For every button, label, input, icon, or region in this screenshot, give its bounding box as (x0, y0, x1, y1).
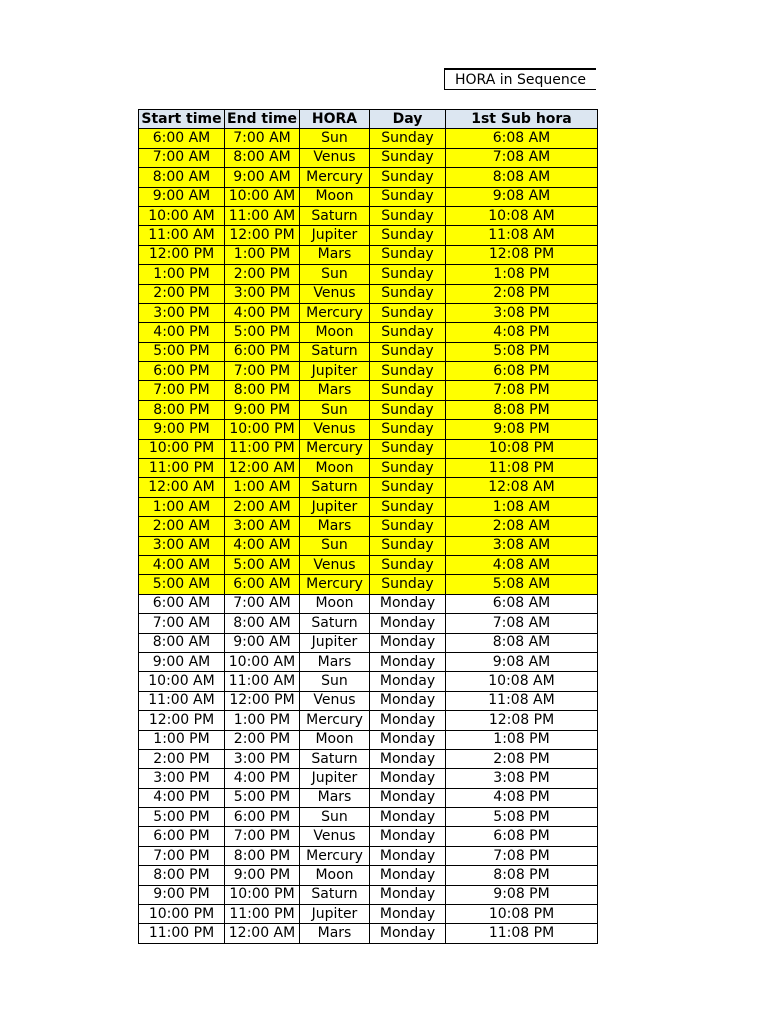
column-header-day: Day (370, 110, 446, 129)
table-row (139, 846, 598, 865)
cell-hora: Jupiter (300, 905, 370, 924)
cell-end-time: 7:00 PM (225, 827, 300, 846)
cell-day: Sunday (370, 439, 446, 458)
table-row (139, 749, 598, 768)
table-row (139, 711, 598, 730)
cell-start-time: 1:00 PM (139, 265, 225, 284)
cell-hora: Saturn (300, 342, 370, 361)
cell-hora: Sun (300, 536, 370, 555)
cell-first-sub-hora: 6:08 AM (446, 594, 598, 613)
table-row (139, 148, 598, 167)
cell-first-sub-hora: 7:08 PM (446, 846, 598, 865)
cell-hora: Jupiter (300, 226, 370, 245)
cell-hora: Venus (300, 555, 370, 574)
cell-start-time: 3:00 AM (139, 536, 225, 555)
cell-end-time: 9:00 PM (225, 400, 300, 419)
cell-first-sub-hora: 12:08 PM (446, 245, 598, 264)
cell-day: Sunday (370, 129, 446, 148)
cell-day: Sunday (370, 400, 446, 419)
cell-end-time: 3:00 PM (225, 749, 300, 768)
cell-end-time: 7:00 PM (225, 362, 300, 381)
table-row (139, 362, 598, 381)
cell-start-time: 12:00 AM (139, 478, 225, 497)
cell-hora: Mercury (300, 846, 370, 865)
table-row (139, 633, 598, 652)
table-row (139, 652, 598, 671)
table-row (139, 168, 598, 187)
table-row (139, 885, 598, 904)
cell-first-sub-hora: 5:08 PM (446, 342, 598, 361)
cell-end-time: 3:00 AM (225, 517, 300, 536)
table-row (139, 206, 598, 225)
cell-start-time: 11:00 PM (139, 459, 225, 478)
table-row (139, 730, 598, 749)
cell-end-time: 7:00 AM (225, 594, 300, 613)
cell-start-time: 10:00 PM (139, 905, 225, 924)
sheet-title: HORA in Sequence (444, 68, 596, 90)
cell-hora: Jupiter (300, 633, 370, 652)
cell-first-sub-hora: 8:08 AM (446, 168, 598, 187)
cell-first-sub-hora: 11:08 AM (446, 226, 598, 245)
cell-end-time: 10:00 PM (225, 420, 300, 439)
cell-day: Monday (370, 788, 446, 807)
cell-hora: Saturn (300, 885, 370, 904)
cell-first-sub-hora: 1:08 PM (446, 265, 598, 284)
column-header-hora: HORA (300, 110, 370, 129)
cell-hora: Jupiter (300, 362, 370, 381)
cell-day: Monday (370, 711, 446, 730)
cell-start-time: 1:00 AM (139, 497, 225, 516)
cell-first-sub-hora: 6:08 PM (446, 362, 598, 381)
cell-first-sub-hora: 4:08 AM (446, 555, 598, 574)
cell-end-time: 12:00 PM (225, 691, 300, 710)
cell-day: Sunday (370, 265, 446, 284)
cell-hora: Moon (300, 594, 370, 613)
cell-first-sub-hora: 9:08 AM (446, 652, 598, 671)
cell-day: Monday (370, 730, 446, 749)
cell-end-time: 10:00 AM (225, 652, 300, 671)
cell-start-time: 12:00 PM (139, 711, 225, 730)
cell-day: Monday (370, 691, 446, 710)
cell-first-sub-hora: 7:08 PM (446, 381, 598, 400)
cell-end-time: 9:00 AM (225, 633, 300, 652)
cell-end-time: 5:00 PM (225, 788, 300, 807)
cell-end-time: 6:00 AM (225, 575, 300, 594)
table-row (139, 672, 598, 691)
cell-hora: Sun (300, 129, 370, 148)
cell-start-time: 2:00 PM (139, 284, 225, 303)
cell-start-time: 6:00 PM (139, 827, 225, 846)
cell-end-time: 9:00 AM (225, 168, 300, 187)
cell-start-time: 11:00 AM (139, 226, 225, 245)
cell-day: Sunday (370, 168, 446, 187)
cell-end-time: 12:00 AM (225, 924, 300, 943)
table-row (139, 769, 598, 788)
cell-start-time: 11:00 AM (139, 691, 225, 710)
cell-start-time: 6:00 PM (139, 362, 225, 381)
cell-hora: Mars (300, 652, 370, 671)
cell-start-time: 9:00 PM (139, 420, 225, 439)
cell-day: Monday (370, 633, 446, 652)
table-row (139, 381, 598, 400)
table-row (139, 323, 598, 342)
cell-start-time: 7:00 AM (139, 614, 225, 633)
cell-hora: Venus (300, 148, 370, 167)
cell-end-time: 1:00 PM (225, 711, 300, 730)
cell-day: Monday (370, 846, 446, 865)
cell-first-sub-hora: 11:08 PM (446, 459, 598, 478)
hora-table (138, 109, 598, 944)
cell-end-time: 11:00 PM (225, 905, 300, 924)
table-row (139, 691, 598, 710)
cell-day: Sunday (370, 497, 446, 516)
cell-first-sub-hora: 6:08 PM (446, 827, 598, 846)
cell-day: Monday (370, 905, 446, 924)
cell-first-sub-hora: 5:08 AM (446, 575, 598, 594)
cell-first-sub-hora: 4:08 PM (446, 323, 598, 342)
cell-end-time: 8:00 PM (225, 846, 300, 865)
cell-start-time: 8:00 AM (139, 633, 225, 652)
cell-end-time: 11:00 AM (225, 672, 300, 691)
cell-hora: Saturn (300, 614, 370, 633)
table-row (139, 187, 598, 206)
cell-day: Sunday (370, 362, 446, 381)
cell-hora: Venus (300, 284, 370, 303)
cell-first-sub-hora: 5:08 PM (446, 808, 598, 827)
cell-end-time: 9:00 PM (225, 866, 300, 885)
cell-day: Monday (370, 827, 446, 846)
cell-day: Sunday (370, 517, 446, 536)
cell-hora: Moon (300, 866, 370, 885)
cell-start-time: 3:00 PM (139, 769, 225, 788)
cell-start-time: 8:00 AM (139, 168, 225, 187)
table-row (139, 226, 598, 245)
cell-day: Sunday (370, 187, 446, 206)
table-row (139, 924, 598, 943)
cell-end-time: 4:00 PM (225, 303, 300, 322)
table-row (139, 555, 598, 574)
cell-day: Monday (370, 924, 446, 943)
cell-hora: Moon (300, 730, 370, 749)
cell-end-time: 5:00 PM (225, 323, 300, 342)
cell-start-time: 4:00 PM (139, 788, 225, 807)
column-header-end-time: End time (225, 110, 300, 129)
cell-first-sub-hora: 8:08 PM (446, 866, 598, 885)
table-row (139, 265, 598, 284)
cell-first-sub-hora: 9:08 AM (446, 187, 598, 206)
cell-end-time: 10:00 AM (225, 187, 300, 206)
cell-first-sub-hora: 8:08 PM (446, 400, 598, 419)
cell-start-time: 2:00 PM (139, 749, 225, 768)
cell-first-sub-hora: 1:08 AM (446, 497, 598, 516)
cell-first-sub-hora: 3:08 PM (446, 303, 598, 322)
cell-day: Sunday (370, 420, 446, 439)
cell-first-sub-hora: 10:08 AM (446, 206, 598, 225)
cell-hora: Saturn (300, 206, 370, 225)
cell-end-time: 10:00 PM (225, 885, 300, 904)
cell-end-time: 2:00 PM (225, 265, 300, 284)
table-body (139, 129, 598, 943)
cell-end-time: 2:00 AM (225, 497, 300, 516)
cell-hora: Mars (300, 788, 370, 807)
cell-start-time: 4:00 PM (139, 323, 225, 342)
cell-end-time: 12:00 PM (225, 226, 300, 245)
cell-end-time: 5:00 AM (225, 555, 300, 574)
cell-first-sub-hora: 11:08 PM (446, 924, 598, 943)
cell-end-time: 8:00 AM (225, 148, 300, 167)
cell-first-sub-hora: 11:08 AM (446, 691, 598, 710)
cell-first-sub-hora: 12:08 PM (446, 711, 598, 730)
cell-day: Sunday (370, 459, 446, 478)
cell-day: Sunday (370, 226, 446, 245)
table-row (139, 594, 598, 613)
cell-hora: Mars (300, 381, 370, 400)
cell-start-time: 10:00 PM (139, 439, 225, 458)
cell-end-time: 4:00 PM (225, 769, 300, 788)
cell-start-time: 7:00 PM (139, 846, 225, 865)
cell-end-time: 6:00 PM (225, 342, 300, 361)
cell-hora: Mercury (300, 439, 370, 458)
cell-end-time: 1:00 AM (225, 478, 300, 497)
column-header-first-sub-hora: 1st Sub hora (446, 110, 598, 129)
cell-end-time: 12:00 AM (225, 459, 300, 478)
column-header-start-time: Start time (139, 110, 225, 129)
cell-first-sub-hora: 2:08 PM (446, 284, 598, 303)
table-row (139, 439, 598, 458)
cell-hora: Saturn (300, 749, 370, 768)
cell-start-time: 8:00 PM (139, 866, 225, 885)
cell-end-time: 3:00 PM (225, 284, 300, 303)
cell-day: Monday (370, 672, 446, 691)
cell-start-time: 5:00 PM (139, 342, 225, 361)
cell-day: Monday (370, 866, 446, 885)
cell-start-time: 10:00 AM (139, 672, 225, 691)
table-row (139, 827, 598, 846)
cell-hora: Moon (300, 187, 370, 206)
cell-first-sub-hora: 12:08 AM (446, 478, 598, 497)
cell-start-time: 12:00 PM (139, 245, 225, 264)
cell-day: Sunday (370, 148, 446, 167)
cell-hora: Jupiter (300, 497, 370, 516)
cell-hora: Moon (300, 323, 370, 342)
cell-day: Sunday (370, 323, 446, 342)
cell-hora: Mercury (300, 711, 370, 730)
cell-first-sub-hora: 2:08 AM (446, 517, 598, 536)
cell-first-sub-hora: 1:08 PM (446, 730, 598, 749)
cell-hora: Mercury (300, 168, 370, 187)
cell-start-time: 9:00 AM (139, 187, 225, 206)
cell-end-time: 11:00 PM (225, 439, 300, 458)
cell-day: Sunday (370, 284, 446, 303)
table-row (139, 536, 598, 555)
cell-first-sub-hora: 7:08 AM (446, 614, 598, 633)
cell-hora: Mars (300, 924, 370, 943)
table-row (139, 129, 598, 148)
cell-start-time: 8:00 PM (139, 400, 225, 419)
cell-hora: Sun (300, 265, 370, 284)
cell-hora: Mercury (300, 303, 370, 322)
cell-hora: Jupiter (300, 769, 370, 788)
cell-day: Sunday (370, 206, 446, 225)
cell-end-time: 8:00 PM (225, 381, 300, 400)
cell-start-time: 10:00 AM (139, 206, 225, 225)
cell-start-time: 9:00 AM (139, 652, 225, 671)
cell-hora: Saturn (300, 478, 370, 497)
table-row (139, 459, 598, 478)
header-row (139, 110, 598, 129)
cell-hora: Mars (300, 245, 370, 264)
cell-day: Sunday (370, 555, 446, 574)
cell-first-sub-hora: 10:08 PM (446, 439, 598, 458)
table-row (139, 478, 598, 497)
cell-first-sub-hora: 9:08 PM (446, 420, 598, 439)
cell-hora: Sun (300, 672, 370, 691)
cell-hora: Venus (300, 420, 370, 439)
cell-day: Sunday (370, 342, 446, 361)
table-row (139, 284, 598, 303)
table-row (139, 420, 598, 439)
cell-day: Sunday (370, 303, 446, 322)
table-row (139, 866, 598, 885)
cell-first-sub-hora: 3:08 AM (446, 536, 598, 555)
table-row (139, 517, 598, 536)
cell-hora: Mercury (300, 575, 370, 594)
cell-day: Monday (370, 652, 446, 671)
cell-start-time: 5:00 AM (139, 575, 225, 594)
cell-start-time: 2:00 AM (139, 517, 225, 536)
table-row (139, 245, 598, 264)
cell-day: Sunday (370, 575, 446, 594)
cell-day: Monday (370, 885, 446, 904)
table-row (139, 575, 598, 594)
table-row (139, 905, 598, 924)
table-row (139, 808, 598, 827)
cell-end-time: 8:00 AM (225, 614, 300, 633)
table-row (139, 303, 598, 322)
cell-hora: Moon (300, 459, 370, 478)
cell-day: Sunday (370, 245, 446, 264)
cell-start-time: 3:00 PM (139, 303, 225, 322)
cell-day: Monday (370, 614, 446, 633)
cell-day: Sunday (370, 381, 446, 400)
cell-day: Monday (370, 808, 446, 827)
table-row (139, 614, 598, 633)
cell-end-time: 7:00 AM (225, 129, 300, 148)
cell-first-sub-hora: 8:08 AM (446, 633, 598, 652)
cell-hora: Venus (300, 827, 370, 846)
cell-end-time: 6:00 PM (225, 808, 300, 827)
cell-start-time: 7:00 AM (139, 148, 225, 167)
cell-first-sub-hora: 7:08 AM (446, 148, 598, 167)
table-row (139, 497, 598, 516)
cell-start-time: 5:00 PM (139, 808, 225, 827)
cell-first-sub-hora: 10:08 AM (446, 672, 598, 691)
cell-start-time: 11:00 PM (139, 924, 225, 943)
cell-day: Sunday (370, 536, 446, 555)
cell-day: Sunday (370, 478, 446, 497)
cell-day: Monday (370, 769, 446, 788)
cell-hora: Sun (300, 808, 370, 827)
cell-end-time: 11:00 AM (225, 206, 300, 225)
cell-first-sub-hora: 4:08 PM (446, 788, 598, 807)
cell-start-time: 6:00 AM (139, 594, 225, 613)
cell-start-time: 7:00 PM (139, 381, 225, 400)
cell-start-time: 6:00 AM (139, 129, 225, 148)
cell-hora: Venus (300, 691, 370, 710)
cell-hora: Sun (300, 400, 370, 419)
cell-start-time: 4:00 AM (139, 555, 225, 574)
table-row (139, 342, 598, 361)
cell-first-sub-hora: 6:08 AM (446, 129, 598, 148)
cell-end-time: 4:00 AM (225, 536, 300, 555)
cell-first-sub-hora: 9:08 PM (446, 885, 598, 904)
cell-first-sub-hora: 10:08 PM (446, 905, 598, 924)
cell-first-sub-hora: 3:08 PM (446, 769, 598, 788)
cell-hora: Mars (300, 517, 370, 536)
table-row (139, 400, 598, 419)
cell-start-time: 9:00 PM (139, 885, 225, 904)
cell-start-time: 1:00 PM (139, 730, 225, 749)
cell-day: Monday (370, 749, 446, 768)
cell-end-time: 1:00 PM (225, 245, 300, 264)
cell-first-sub-hora: 2:08 PM (446, 749, 598, 768)
table-row (139, 788, 598, 807)
cell-day: Monday (370, 594, 446, 613)
cell-end-time: 2:00 PM (225, 730, 300, 749)
